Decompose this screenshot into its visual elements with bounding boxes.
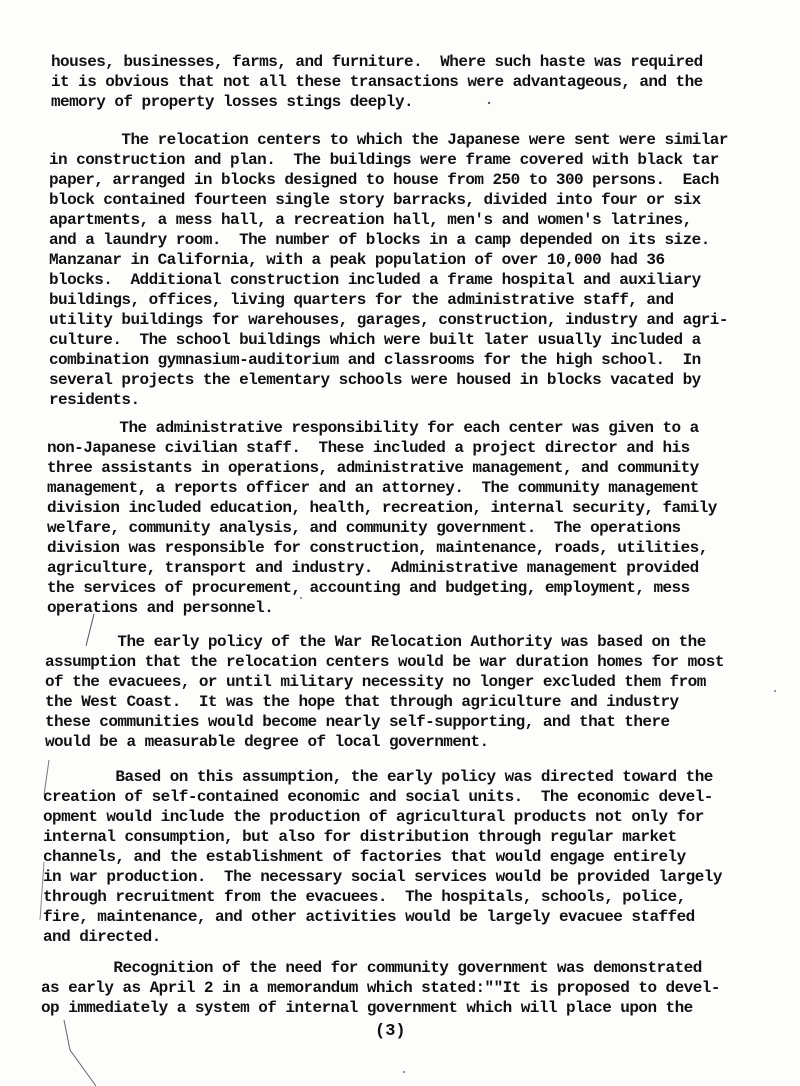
- text-line: utility buildings for warehouses, garages, construction, industry and agri-: [49, 311, 728, 329]
- text-line: three assistants in operations, administrative management, and community: [47, 459, 699, 477]
- text-line: op immediately a system of internal government which will place upon the: [41, 999, 693, 1017]
- text-line: The administrative responsibility for each center was given to a: [47, 419, 699, 437]
- text-line: several projects the elementary schools were housed in blocks vacated by: [49, 371, 701, 389]
- text-line: houses, businesses, farms, and furniture. Where such haste was required: [51, 53, 703, 71]
- text-line: the services of procurement, accounting and budgeting, employment, mess: [47, 579, 690, 597]
- text-line: as early as April 2 in a memorandum which stated:""It is proposed to devel-: [41, 979, 720, 997]
- text-line: Manzanar in California, with a peak population of over 10,000 had 36: [49, 251, 665, 269]
- text-line: it is obvious that not all these transactions were advantageous, and the: [51, 73, 703, 91]
- text-line: and a laundry room. The number of blocks in a camp depended on its size.: [49, 231, 710, 249]
- text-line: culture. The school buildings which were built later usually included a: [49, 331, 701, 349]
- text-line: internal consumption, but also for distribution through regular market: [43, 828, 677, 846]
- text-line: in war production. The necessary social services would be provided largely: [43, 868, 722, 886]
- text-line: Recognition of the need for community government was demonstrated: [41, 959, 702, 977]
- text-line: combination gymnasium-auditorium and classrooms for the high school. In: [49, 351, 701, 369]
- text-line: in construction and plan. The buildings were frame covered with black tar: [49, 151, 719, 169]
- text-line: block contained fourteen single story barracks, divided into four or six: [49, 191, 701, 209]
- text-line: welfare, community analysis, and community government. The operations: [47, 519, 681, 537]
- text-line: management, a reports officer and an attorney. The community management: [47, 479, 699, 497]
- text-line: of the evacuees, or until military necessity no longer excluded them from: [45, 673, 706, 691]
- text-line: memory of property losses stings deeply.: [51, 93, 414, 111]
- text-line: apartments, a mess hall, a recreation hall, men's and women's latrines,: [49, 211, 692, 229]
- text-line: through recruitment from the evacuees. The hospitals, schools, police,: [43, 888, 686, 906]
- text-line: division included education, health, recreation, internal security, family: [47, 499, 717, 517]
- text-line: creation of self-contained economic and social units. The economic devel-: [43, 788, 713, 806]
- text-line: blocks. Additional construction included a frame hospital and auxiliary: [49, 271, 701, 289]
- text-line: Based on this assumption, the early policy was directed toward the: [43, 768, 713, 786]
- text-line: agriculture, transport and industry. Administrative management provided: [47, 559, 699, 577]
- text-line: non-Japanese civilian staff. These included a project director and his: [47, 439, 690, 457]
- text-line: and directed.: [43, 928, 161, 946]
- text-line: The early policy of the War Relocation Authority was based on the: [45, 633, 706, 651]
- text-line: operations and personnel.: [47, 599, 274, 617]
- text-line: assumption that the relocation centers would be war duration homes for most: [45, 653, 724, 671]
- text-line: the West Coast. It was the hope that through agriculture and industry: [45, 693, 679, 711]
- text-line: paper, arranged in blocks designed to house from 250 to 300 persons. Each: [49, 171, 719, 189]
- page-number: (3): [375, 1022, 406, 1041]
- text-line: channels, and the establishment of factories that would engage entirely: [43, 848, 686, 866]
- text-line: division was responsible for construction, maintenance, roads, utilities,: [47, 539, 708, 557]
- text-line: The relocation centers to which the Japanese were sent were similar: [49, 131, 728, 149]
- text-line: fire, maintenance, and other activities would be largely evacuee staffed: [43, 908, 695, 926]
- text-line: buildings, offices, living quarters for the administrative staff, and: [49, 291, 674, 309]
- text-line: residents.: [49, 391, 140, 409]
- text-line: would be a measurable degree of local government.: [45, 733, 489, 751]
- text-line: opment would include the production of agricultural products not only for: [43, 808, 704, 826]
- text-line: these communities would become nearly self-supporting, and that there: [45, 713, 670, 731]
